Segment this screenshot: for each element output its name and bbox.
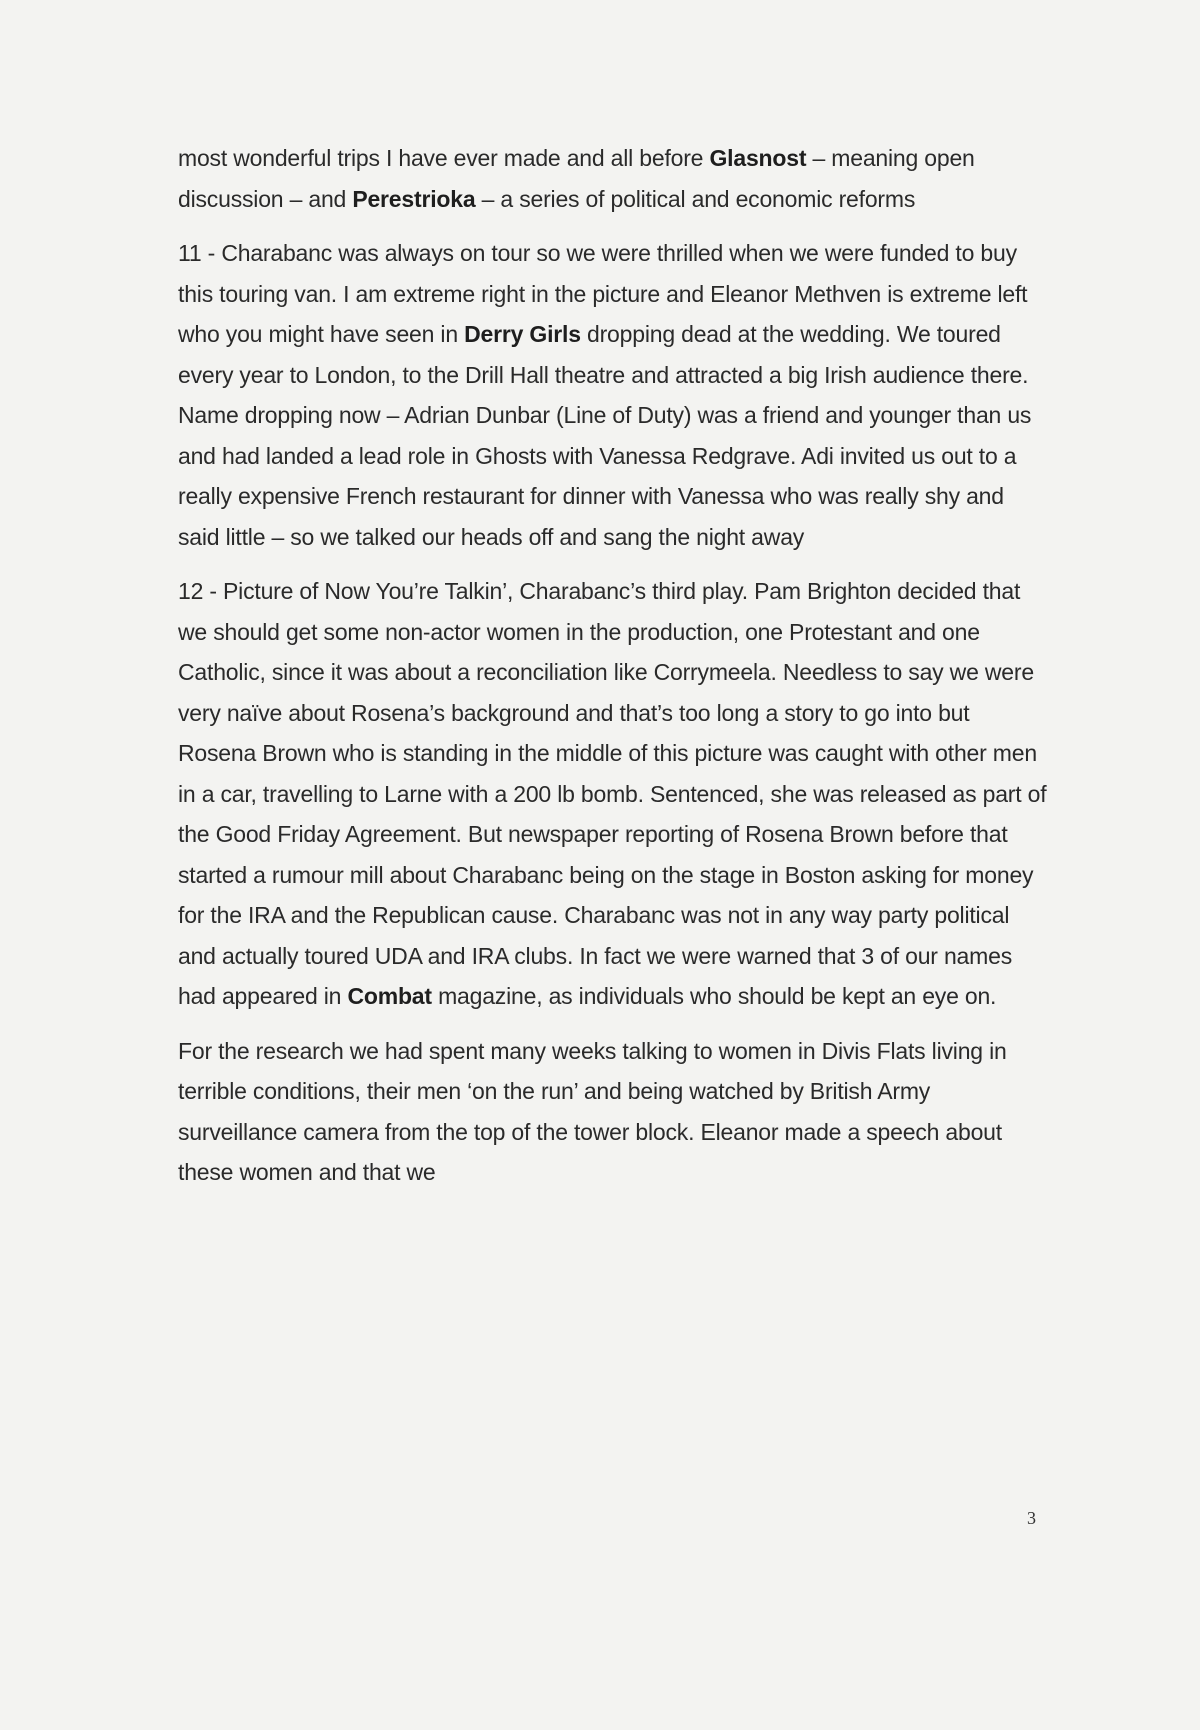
- paragraph: [178, 1031, 1048, 1193]
- text-run: most wonderful trips I have ever made and all before: [178, 145, 710, 171]
- text-run: – meaning open discussion – and: [178, 145, 975, 212]
- bold-text-run: Combat: [347, 983, 432, 1009]
- paragraph: [178, 138, 1048, 219]
- bold-text-run: Glasnost: [709, 145, 807, 171]
- page-number: 3: [1027, 1508, 1036, 1528]
- paragraph: [178, 233, 1048, 557]
- text-run: – a series of political and economic reforms: [475, 185, 916, 212]
- document-body: [178, 138, 1048, 1207]
- text-run: 12 - Picture of Now You’re Talkin’, Charabanc’s third play. Pam Brighton decided that we should get some non-actor women in the production, one Protestant and one Catholic, since it was about a reconciliation like Corrymeela. Needless to say we were very naïve about Rosena’s background and that’s too long a story to go into but Rosena Brown who is standing in the middle of this picture was caught with other men in a car, travelling to Larne with a 200 lb bomb. Sentenced, she was released as part of the Good Friday Agreement. But newspaper reporting of Rosena Brown before that started a rumour mill about Charabanc being on the stage in Boston asking for money for the IRA and the Republican cause. Charabanc was not in any way party political and actually toured UDA and IRA clubs. In fact we were warned that 3 of our names had appeared in: [178, 578, 1047, 1009]
- text-run: magazine, as individuals who should be kept an eye on.: [431, 983, 997, 1009]
- bold-text-run: Perestrioka: [352, 185, 476, 212]
- text-run: For the research we had spent many weeks talking to women in Divis Flats living in terrible conditions, their men ‘on the run’ and being watched by British Army surveillance camera from the top of the tower block. Eleanor made a speech about these women and that we: [178, 1037, 1007, 1185]
- text-run: 11 - Charabanc was always on tour so we were thrilled when we were funded to buy this touring van. I am extreme right in the picture and Eleanor Methven is extreme left who you might have seen in: [178, 240, 1028, 347]
- bold-text-run: Derry Girls: [464, 321, 581, 347]
- text-run: dropping dead at the wedding. We toured every year to London, to the Drill Hall theatre and attracted a big Irish audience there. Name dropping now – Adrian Dunbar (Line of Duty) was a friend and younger than us and had landed a lead role in Ghosts with Vanessa Redgrave. Adi invited us out to a really expensive French restaurant for dinner with Vanessa who was really shy and said little – so we talked our heads off and sang the night away: [178, 321, 1032, 550]
- paragraph: [178, 571, 1048, 1017]
